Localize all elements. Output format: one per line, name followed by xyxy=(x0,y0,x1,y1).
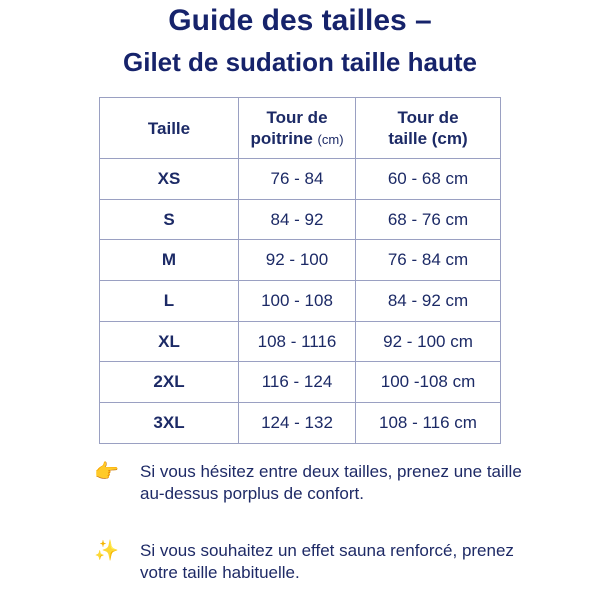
table-row xyxy=(100,321,501,362)
cell-waist: 100 -108 cm xyxy=(356,362,501,403)
header-waist-line1: Tour de xyxy=(397,108,459,127)
cell-chest: 116 - 124 xyxy=(239,362,356,403)
header-chest-unit: (cm) xyxy=(317,131,344,147)
cell-size: XL xyxy=(100,321,239,362)
header-waist xyxy=(356,98,501,159)
cell-size: L xyxy=(100,281,239,322)
sparkles-icon: ✨ xyxy=(94,540,119,562)
header-chest-line2: poitrine xyxy=(250,128,313,148)
header-chest xyxy=(239,98,356,159)
header-chest-line1: Tour de xyxy=(266,107,328,127)
table-row xyxy=(100,403,501,444)
cell-chest: 76 - 84 xyxy=(239,159,356,200)
cell-size: M xyxy=(100,240,239,281)
cell-size: 2XL xyxy=(100,362,239,403)
header-size: Taille xyxy=(100,98,239,159)
cell-chest: 124 - 132 xyxy=(239,403,356,444)
pointing-hand-icon: 👉 xyxy=(94,461,119,483)
cell-waist: 108 - 116 cm xyxy=(356,403,501,444)
page-title: Guide des tailles – xyxy=(168,4,432,37)
page-subtitle: Gilet de sudation taille haute xyxy=(123,47,477,77)
table-row xyxy=(100,240,501,281)
note-size-advice xyxy=(94,461,540,505)
table-row xyxy=(100,281,501,322)
note-sauna-advice xyxy=(94,540,540,584)
note-text: Si vous hésitez entre deux tailles, prenez une taille au-dessus porplus de confort. xyxy=(140,462,522,503)
cell-waist: 68 - 76 cm xyxy=(356,199,501,240)
size-table xyxy=(99,97,501,444)
table-header-row xyxy=(100,98,501,159)
cell-chest: 108 - 1116 xyxy=(239,321,356,362)
cell-waist: 60 - 68 cm xyxy=(356,159,501,200)
cell-size: S xyxy=(100,199,239,240)
cell-chest: 100 - 108 xyxy=(239,281,356,322)
cell-chest: 84 - 92 xyxy=(239,199,356,240)
cell-size: 3XL xyxy=(100,403,239,444)
table-row xyxy=(100,362,501,403)
note-text: Si vous souhaitez un effet sauna renforcé, prenez votre taille habituelle. xyxy=(140,541,514,582)
cell-waist: 84 - 92 cm xyxy=(356,281,501,322)
header-waist-line2: taille (cm) xyxy=(388,129,468,148)
table-row xyxy=(100,159,501,200)
table-row xyxy=(100,199,501,240)
cell-waist: 92 - 100 cm xyxy=(356,321,501,362)
cell-chest: 92 - 100 xyxy=(239,240,356,281)
cell-waist: 76 - 84 cm xyxy=(356,240,501,281)
cell-size: XS xyxy=(100,159,239,200)
